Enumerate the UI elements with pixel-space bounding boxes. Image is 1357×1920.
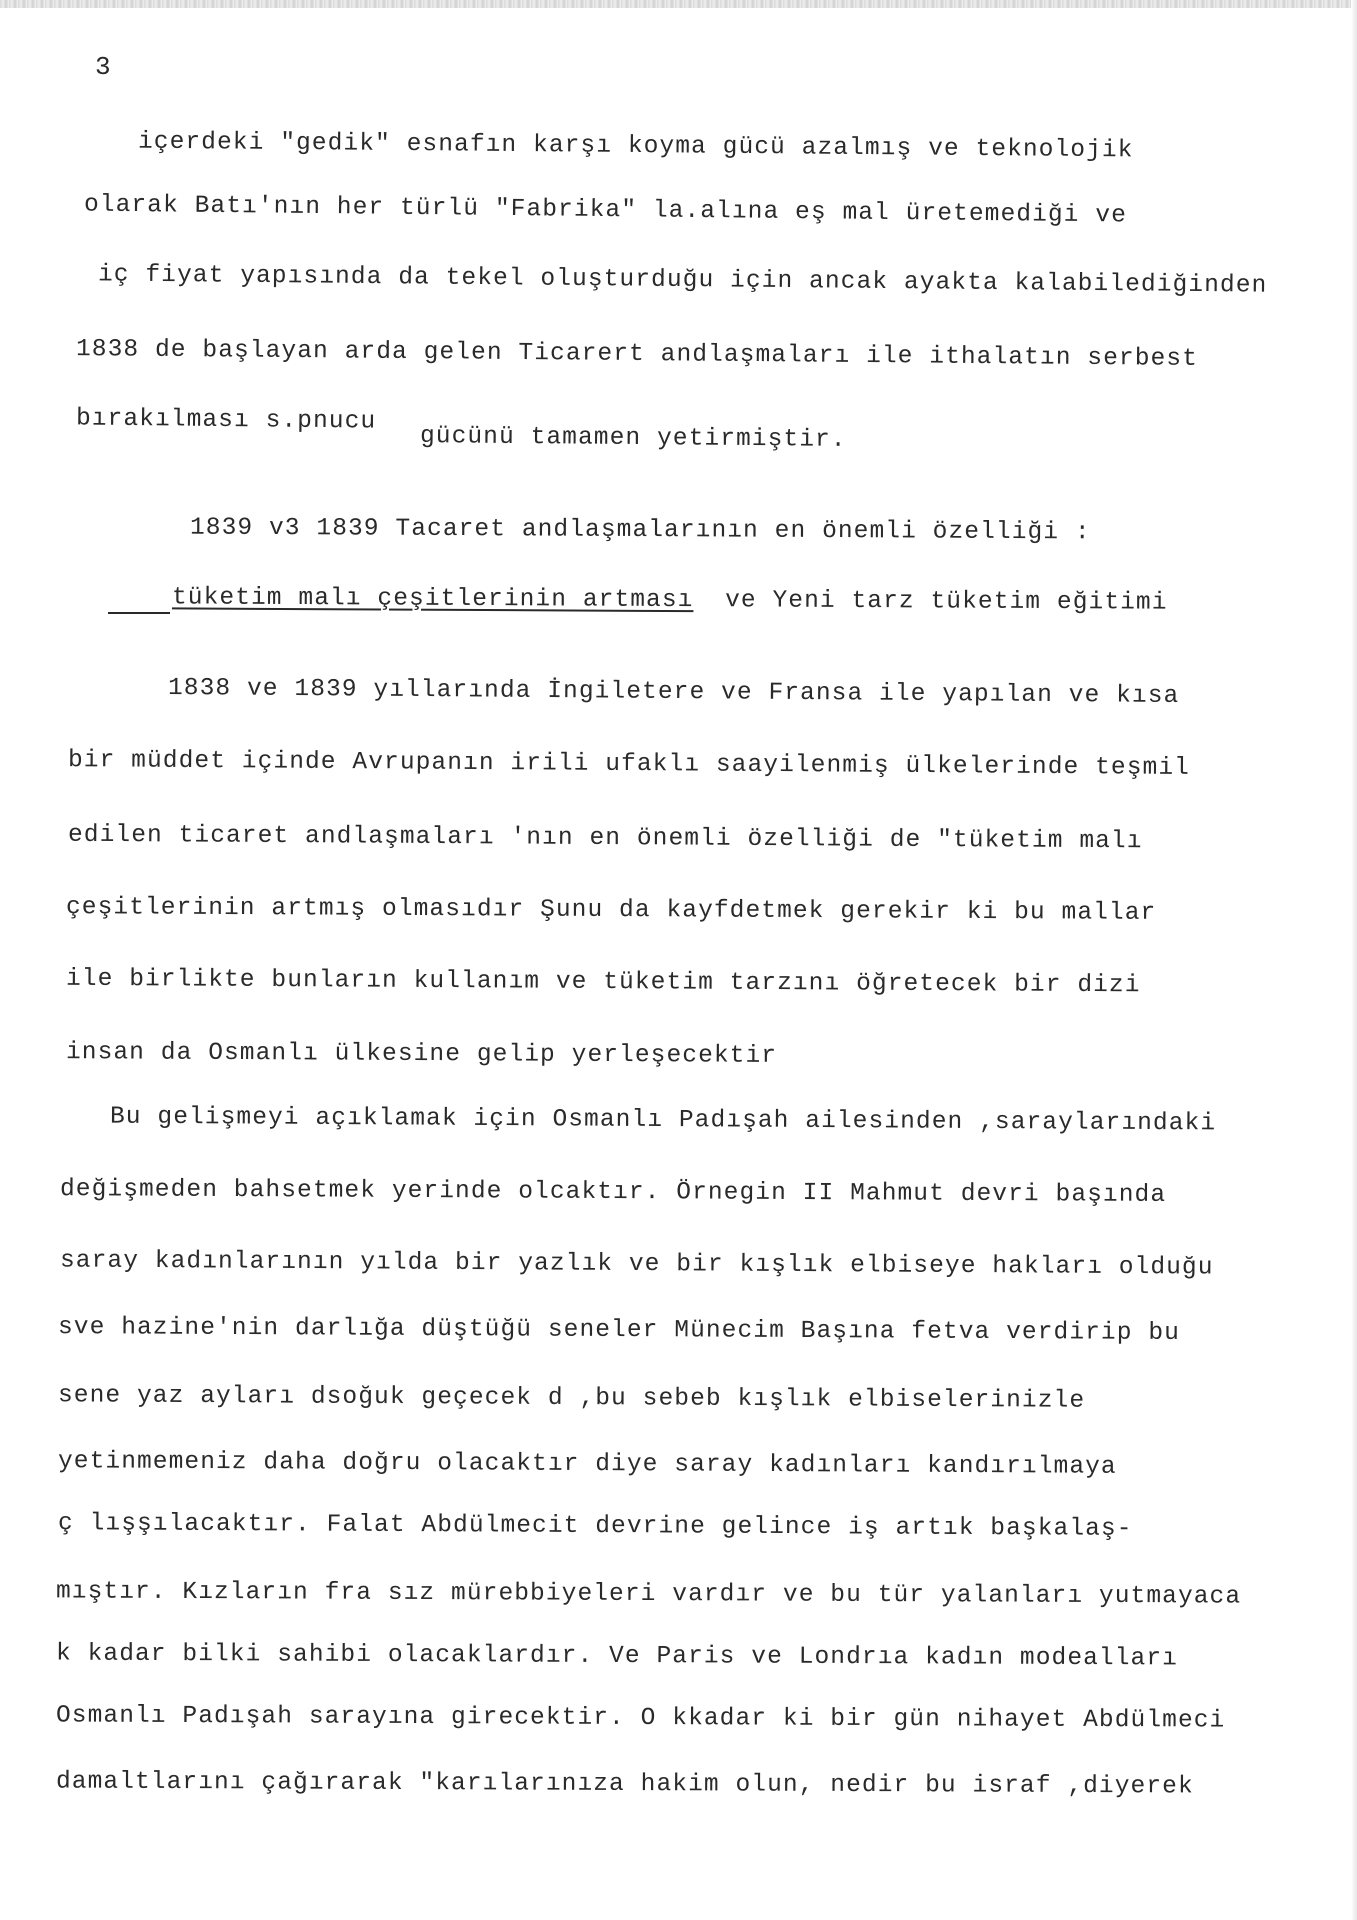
text-line: iç fiyat yapısında da tekel oluşturduğu için ancak ayakta kalabilediğinden <box>97 261 1268 300</box>
scan-right-edge <box>1351 0 1357 1920</box>
scan-top-edge <box>0 0 1357 8</box>
text-line: çeşitlerinin artmış olmasıdır Şunu da kayfdetmek gerekir ki bu mallar <box>65 894 1157 927</box>
subheading-rest-text: ve Yeni tarz tüketim eğitimi <box>725 587 1168 617</box>
text-line: 1838 ve 1839 yıllarında İngiletere ve Fransa ile yapılan ve kısa <box>167 675 1180 710</box>
text-line: damaltlarını çağırarak "karılarınıza hakim olun, nedir bu israf ,diyerek <box>55 1768 1194 1801</box>
text-line: sene yaz ayları dsoğuk geçecek d ,bu sebeb kışlık elbiselerinizle <box>57 1382 1086 1415</box>
text-line: bırakılması s.pnucu <box>75 405 377 436</box>
page-number: 3 <box>95 52 112 82</box>
text-line: Osmanlı Padışah sarayına girecektir. O kkadar ki bir gün nihayet Abdülmeci <box>55 1702 1226 1735</box>
section-heading: 1839 v3 1839 Tacaret andlaşmalarının en önemli özelliği : <box>189 514 1091 547</box>
text-line: k kadar bilki sahibi olacaklardır. Ve Paris ve Londrıa kadın modealları <box>55 1640 1179 1673</box>
text-line: edilen ticaret andlaşmaları 'nın en önemli özelliği de "tüketim malı <box>67 821 1143 856</box>
section-subheading <box>172 583 1168 618</box>
text-line: 1838 de başlayan arda gelen Ticarert andlaşmaları ile ithalatın serbest <box>75 336 1199 373</box>
text-line: sve hazine'nin darlığa düştüğü seneler Münecim Başına fetva verdirip bu <box>57 1314 1181 1347</box>
text-line: bir müddet içinde Avrupanın irili ufaklı saayilenmiş ülkelerinde teşmil <box>67 747 1191 782</box>
text-line: olarak Batı'nın her türlü "Fabrika" la.alına eş mal üretemediği ve <box>83 191 1128 230</box>
text-line: Bu gelişmeyi açıklamak için Osmanlı Padışah ailesinden ,saraylarındaki <box>109 1103 1217 1138</box>
text-line: içerdeki "gedik" esnafın karşı koyma gücü azalmış ve teknolojik <box>137 128 1134 165</box>
text-line: mıştır. Kızların fra sız mürebbiyeleri vardır ve bu tür yalanları yutmayaca <box>55 1578 1242 1611</box>
subheading-underlined-text: tüketim malı çeşitlerinin artması <box>171 584 694 615</box>
text-line: saray kadınlarının yılda bir yazlık ve bir kışlık elbiseye hakları olduğu <box>59 1247 1214 1282</box>
text-line: insan da Osmanlı ülkesine gelip yerleşecektir <box>65 1039 778 1070</box>
text-line: yetinmemeniz daha doğru olacaktır diye saray kadınları kandırılmaya <box>57 1448 1117 1481</box>
text-line: ç lışşılacaktır. Falat Abdülmecit devrine gelince iş artık başkalaş- <box>57 1510 1133 1543</box>
text-line: değişmeden bahsetmek yerinde olcaktır. Örnegin II Mahmut devri başında <box>59 1176 1167 1209</box>
text-line: gücünü tamamen yetirmiştir. <box>419 423 847 454</box>
underline-rule <box>108 612 170 614</box>
text-line: ile birlikte bunların kullanım ve tüketim tarzını öğretecek bir dizi <box>65 965 1141 1000</box>
